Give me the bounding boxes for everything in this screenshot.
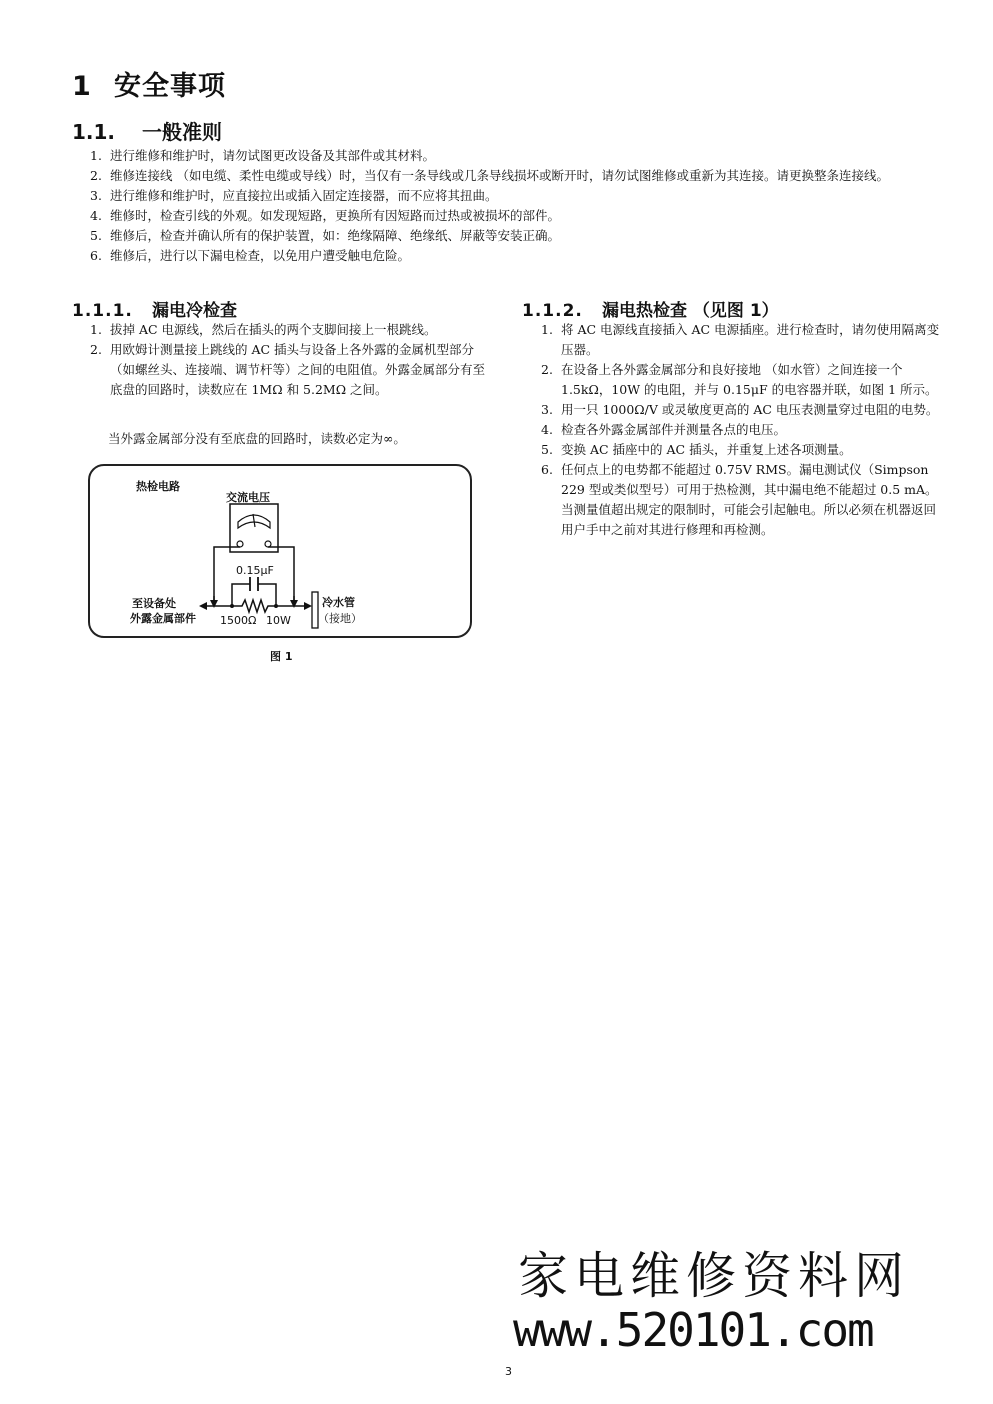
section-title: 安全事项 xyxy=(114,71,226,102)
hot-check-heading: 1.1.2. 漏电热检查 （见图 1） xyxy=(522,301,779,321)
page-number: 3 xyxy=(505,1365,512,1378)
list-item: 4. 检查各外露金属部件并测量各点的电压。 xyxy=(541,422,787,437)
list-item: 2. 用欧姆计测量接上跳线的 AC 插头与设备上各外露的金属机型部分（如螺丝头、连接端、调节杆等）之间的电阻值。外露金属部分有至底盘的回路时，读数应在 1MΩ 和 5.2MΩ 之间。 xyxy=(90,342,486,397)
arrow-right-icon xyxy=(304,602,312,610)
list-item: 1. 进行维修和维护时，请勿试图更改设备及其部件或其材料。 xyxy=(90,148,436,163)
resistor-icon xyxy=(232,600,276,612)
section-number: 1 xyxy=(72,71,92,102)
list-item: 3. 用一只 1000Ω/V 或灵敏度更高的 AC 电压表测量穿过电阻的电势。 xyxy=(541,402,939,417)
subsection-number: 1.1. xyxy=(72,120,116,144)
cold-check-note: 当外露金属部分没有至底盘的回路时，读数必定为∞。 xyxy=(108,431,406,446)
left-label-1: 至设备处 xyxy=(132,597,176,610)
watermark-url: www.520101.com xyxy=(513,1303,873,1357)
capacitor-label: 0.15μF xyxy=(236,564,274,577)
list-item: 2. 在设备上各外露金属部分和良好接地 （如水管）之间连接一个 1.5kΩ，10W 的电阻，并与 0.15μF 的电容器并联，如图 1 所示。 xyxy=(541,362,938,397)
list-item: 6. 任何点上的电势都不能超过 0.75V RMS。漏电测试仪（Simpson 229 型或类似型号）可用于热检测，其中漏电绝不能超过 0.5 mA。当测量值超出规定的限制时，可能会引起触电。所以必须在机器返回用户手中之前对其进行修理和再检测。 xyxy=(541,462,938,537)
list-item: 3. 进行维修和维护时，应直接拉出或插入固定连接器，而不应将其扭曲。 xyxy=(90,188,498,203)
subsection-title: 一般准则 xyxy=(142,120,222,144)
left-label-2: 外露金属部件 xyxy=(130,612,196,625)
right-label-2: （接地） xyxy=(318,612,362,625)
list-item: 6. 维修后，进行以下漏电检查，以免用户遭受触电危险。 xyxy=(90,248,411,263)
list-item: 4. 维修时，检查引线的外观。如发现短路，更换所有因短路而过热或被损坏的部件。 xyxy=(90,208,561,223)
right-label-1: 冷水管 xyxy=(322,596,355,609)
list-item: 5. 变换 AC 插座中的 AC 插头，并重复上述各项测量。 xyxy=(541,442,852,457)
arrow-left-icon xyxy=(199,602,207,610)
list-item: 2. 维修连接线 （如电缆、柔性电缆或导线）时，当仅有一条导线或几条导线损坏或断开时，请勿试图维修或重新为其连接。请更换整条连接线。 xyxy=(90,168,889,183)
figure-caption: 图 1 xyxy=(270,650,293,663)
resistor-label: 1500Ω xyxy=(220,614,257,627)
hot-check-list xyxy=(541,320,947,540)
cold-check-heading: 1.1.1. 漏电冷检查 xyxy=(72,301,237,321)
list-item: 1. 将 AC 电源线直接插入 AC 电源插座。进行检查时，请勿使用隔离变压器。 xyxy=(541,322,940,357)
figure-title: 热检电路 xyxy=(136,480,180,493)
watermark-title: 家电维修资料网 xyxy=(518,1247,910,1305)
list-item: 5. 维修后，检查并确认所有的保护装置，如：绝缘隔障、绝缘纸、屏蔽等安装正确。 xyxy=(90,228,561,243)
list-item: 1. 拔掉 AC 电源线，然后在插头的两个支脚间接上一根跳线。 xyxy=(90,322,437,337)
watt-label: 10W xyxy=(266,614,291,627)
meter-label: 交流电压 xyxy=(226,491,270,504)
